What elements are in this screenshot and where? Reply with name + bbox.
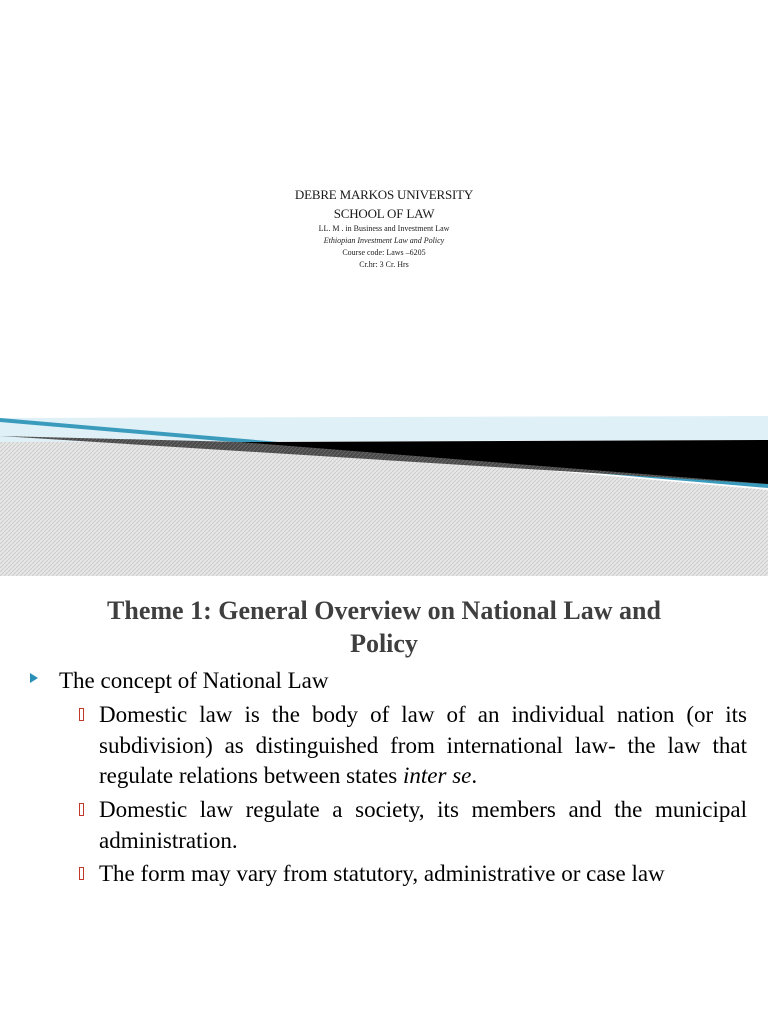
sub-bullet-item: [76, 859, 748, 891]
school-name: SCHOOL OF LAW: [333, 206, 435, 221]
program-name: LL. M . in Business and Investment Law: [318, 224, 450, 233]
sub-bullet-item: [76, 700, 748, 795]
sub-bullet-text-end: .: [471, 763, 478, 788]
box-bullet-icon: [79, 708, 84, 721]
heading-line-1: Theme 1: General Overview on National Law and: [107, 596, 661, 625]
university-name: DEBRE MARKOS UNIVERSITY: [294, 187, 474, 202]
box-bullet-icon: [79, 803, 84, 816]
course-title: Ethiopian Investment Law and Policy: [323, 236, 445, 245]
heading-line-2: Policy: [350, 629, 418, 658]
sub-bullet-text: The form may vary from statutory, administrative or case law: [99, 861, 665, 886]
slide-heading: [20, 594, 748, 660]
credit-hours: Cr.hr: 3 Cr. Hrs: [359, 260, 409, 269]
sub-bullet-text: [99, 700, 747, 792]
sub-bullet-text: Domestic law regulate a society, its members and the municipal administration.: [99, 797, 747, 853]
title-block: [0, 185, 768, 271]
course-code: Course code: Laws –6205: [342, 248, 426, 257]
decorative-band: [0, 380, 768, 576]
triangle-bullet-icon: [30, 673, 38, 683]
content-slide: [0, 578, 768, 1024]
box-bullet-icon: [79, 867, 84, 880]
sub-bullet-text-italic: inter se: [403, 763, 472, 788]
sub-bullet-item: [76, 795, 748, 859]
bullet-text: The concept of National Law: [59, 668, 329, 693]
sub-bullet-text-main: Domestic law is the body of law of an individual nation (or its subdivision) as distinguished from international law- the law that regulate relations between states: [99, 702, 747, 788]
